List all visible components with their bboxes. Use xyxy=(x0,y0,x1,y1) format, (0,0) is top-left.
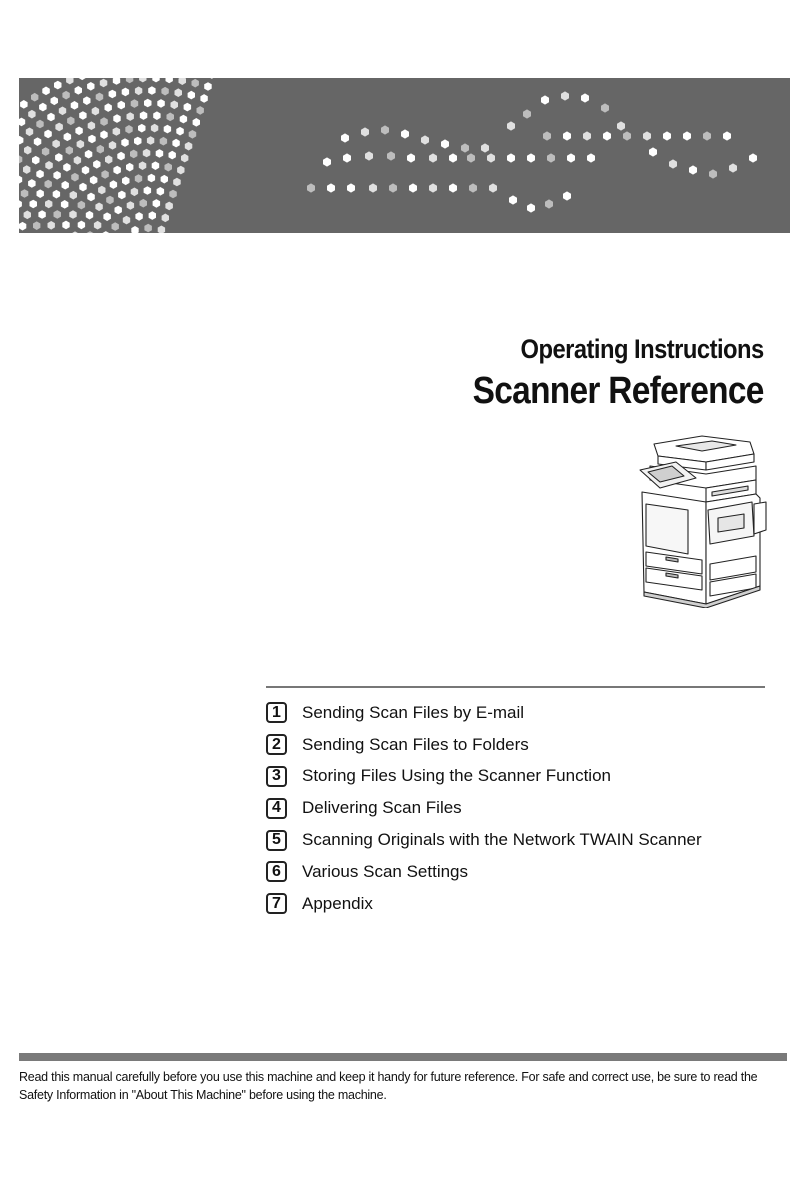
banner-dot xyxy=(26,128,33,137)
banner-dot xyxy=(151,124,158,133)
chapter-number-badge: 7 xyxy=(266,893,287,914)
banner-dot xyxy=(127,112,134,121)
banner-dot xyxy=(87,82,94,91)
banner-dot xyxy=(19,200,22,209)
banner-dot xyxy=(369,183,377,192)
banner-dot xyxy=(45,180,52,189)
chapter-number-badge: 2 xyxy=(266,734,287,755)
banner-dot xyxy=(603,131,611,140)
banner-dot xyxy=(156,149,164,158)
banner-dot xyxy=(164,125,171,134)
document-subtitle: Operating Instructions xyxy=(520,334,764,364)
banner-dot xyxy=(42,147,49,156)
banner-dot xyxy=(135,87,142,96)
banner-dot xyxy=(561,91,569,100)
banner-dot xyxy=(19,175,22,184)
banner-dot xyxy=(90,176,98,185)
banner-dot xyxy=(144,186,152,195)
banner-dot xyxy=(172,139,179,148)
document-title: Scanner Reference xyxy=(472,370,764,412)
banner-dot xyxy=(143,149,151,158)
banner-dot xyxy=(100,130,107,139)
banner-dot xyxy=(48,221,55,230)
banner-dot xyxy=(62,181,69,190)
banner-dot xyxy=(583,131,591,140)
banner-dot xyxy=(83,96,90,105)
banner-dot xyxy=(100,79,108,88)
banner-dot xyxy=(109,90,117,99)
banner-dot xyxy=(86,211,93,220)
banner-dot xyxy=(200,94,207,103)
banner-dot xyxy=(507,153,515,162)
banner-dot xyxy=(527,203,535,212)
banner-dot xyxy=(42,87,50,96)
banner-dot xyxy=(82,166,89,175)
banner-dot xyxy=(643,131,651,140)
banner-dot xyxy=(307,183,315,192)
banner-dot xyxy=(126,78,133,83)
banner-dot xyxy=(461,143,469,152)
banner-dot xyxy=(101,170,108,179)
banner-dot xyxy=(24,211,31,220)
banner-dot xyxy=(32,156,40,165)
banner-dot xyxy=(387,151,395,160)
banner-dot xyxy=(54,210,62,219)
banner-dot xyxy=(689,165,697,174)
banner-dot xyxy=(204,82,212,91)
banner-dot xyxy=(327,183,335,192)
banner-dot xyxy=(36,170,44,179)
banner-dot xyxy=(31,93,38,102)
banner-dot xyxy=(567,153,575,162)
banner-dot xyxy=(79,183,86,192)
banner-dot xyxy=(77,140,85,149)
banner-dot xyxy=(487,153,495,162)
banner-dot xyxy=(343,153,351,162)
banner-dot xyxy=(365,151,373,160)
toc-item-5[interactable] xyxy=(266,824,702,856)
banner-dot xyxy=(709,169,717,178)
banner-dot xyxy=(135,174,142,183)
banner-dot xyxy=(135,212,142,221)
banner-dot xyxy=(98,186,105,195)
chapter-number-badge: 6 xyxy=(266,861,287,882)
toc-item-1[interactable] xyxy=(266,697,702,729)
banner-dot xyxy=(153,111,160,120)
banner-dot xyxy=(106,196,114,205)
toc-divider xyxy=(266,686,765,688)
banner-dot xyxy=(507,121,515,130)
banner-dot xyxy=(193,118,200,127)
banner-dot xyxy=(481,143,489,152)
banner-dot xyxy=(703,131,711,140)
banner-dot xyxy=(118,191,126,200)
banner-dot xyxy=(74,156,81,165)
banner-dot xyxy=(171,101,179,110)
banner-dot xyxy=(165,163,173,172)
toc-item-7[interactable] xyxy=(266,888,702,920)
banner-dot xyxy=(723,131,731,140)
banner-dot xyxy=(97,145,104,154)
banner-dot xyxy=(113,127,121,136)
banner-dot xyxy=(177,166,184,175)
banner-dot xyxy=(176,127,184,136)
banner-dot xyxy=(140,199,148,208)
banner-dot xyxy=(34,137,42,146)
banner-dot xyxy=(117,152,125,161)
banner-dot xyxy=(139,161,147,170)
banner-dot xyxy=(113,78,120,85)
chapter-number-badge: 3 xyxy=(266,766,287,787)
banner-dot xyxy=(63,163,70,172)
banner-dot xyxy=(185,142,193,151)
banner-dot xyxy=(100,117,108,126)
banner-dot xyxy=(361,127,369,136)
banner-dot xyxy=(180,115,187,124)
banner-dot xyxy=(47,113,54,122)
banner-dot xyxy=(112,222,119,231)
banner-dot xyxy=(36,120,43,129)
banner-dot xyxy=(19,118,25,127)
banner-dot xyxy=(96,93,104,102)
banner-dot xyxy=(127,201,134,210)
banner-dot xyxy=(157,187,165,196)
footer-divider xyxy=(19,1053,787,1061)
banner-dot xyxy=(75,127,82,136)
banner-dot xyxy=(30,200,38,209)
banner-dot xyxy=(66,78,73,84)
banner-dot xyxy=(105,155,112,164)
banner-dot xyxy=(28,179,35,188)
banner-dot xyxy=(93,160,100,169)
banner-dot xyxy=(149,211,156,220)
banner-dot xyxy=(188,91,195,100)
chapter-number-badge: 4 xyxy=(266,798,287,819)
multifunction-printer-icon xyxy=(632,432,768,608)
banner-dot xyxy=(669,159,677,168)
banner-dot xyxy=(123,216,130,225)
banner-dot xyxy=(103,212,111,221)
banner-dot xyxy=(441,139,449,148)
banner-dot xyxy=(44,130,52,139)
banner-dot xyxy=(24,146,31,155)
banner-dot xyxy=(78,201,86,210)
banner-dot xyxy=(19,155,22,164)
banner-dot xyxy=(102,231,109,233)
banner-dot xyxy=(118,101,126,110)
banner-dot xyxy=(69,210,76,219)
banner-dot xyxy=(527,153,535,162)
toc-item-4[interactable] xyxy=(266,792,702,824)
banner-dot xyxy=(663,131,671,140)
banner-dot xyxy=(20,100,28,109)
banner-dot xyxy=(95,203,102,212)
banner-dot xyxy=(409,183,417,192)
banner-dot xyxy=(126,163,133,172)
banner-dot xyxy=(729,163,737,172)
banner-dot xyxy=(166,78,173,83)
toc-item-2[interactable] xyxy=(266,729,702,761)
banner-dot xyxy=(86,231,93,233)
banner-dot xyxy=(161,87,168,96)
banner-dot xyxy=(37,189,44,198)
banner-dot xyxy=(152,161,160,170)
banner-dot xyxy=(160,137,167,146)
banner-dot xyxy=(469,183,477,192)
banner-dot xyxy=(33,221,40,230)
banner-dot xyxy=(131,226,138,233)
chapter-title: Scanning Originals with the Network TWAIN Scanner xyxy=(302,830,702,850)
banner-dot xyxy=(139,78,146,82)
banner-dot xyxy=(140,111,148,120)
banner-dot xyxy=(23,165,30,174)
banner-dot xyxy=(109,141,116,150)
banner-dot xyxy=(144,224,152,233)
banner-dot xyxy=(21,189,29,198)
banner-dot xyxy=(61,200,69,209)
banner-dot xyxy=(683,131,691,140)
banner-dot xyxy=(587,153,595,162)
banner-dot xyxy=(75,86,82,95)
banner-dot xyxy=(429,153,437,162)
banner-dot xyxy=(467,153,475,162)
banner-dot xyxy=(184,103,192,112)
banner-dot xyxy=(563,131,571,140)
banner-dot xyxy=(122,88,129,97)
banner-dot xyxy=(94,221,101,230)
banner-dot xyxy=(158,226,165,234)
banner-dot xyxy=(70,191,77,200)
banner-dot xyxy=(134,137,142,146)
banner-dot xyxy=(55,123,63,132)
banner-dot xyxy=(85,150,93,159)
banner-dot xyxy=(88,135,96,144)
chapter-title: Appendix xyxy=(302,893,373,913)
toc-item-6[interactable] xyxy=(266,856,702,888)
banner-dot xyxy=(175,88,183,97)
banner-dot xyxy=(78,221,85,230)
title-block xyxy=(433,330,764,414)
banner-dot xyxy=(125,125,132,134)
banner-dot xyxy=(62,221,69,230)
banner-dot xyxy=(381,125,389,134)
banner-dot xyxy=(169,151,176,160)
banner-dot xyxy=(138,124,146,133)
toc-item-3[interactable] xyxy=(266,761,702,793)
banner-dot xyxy=(208,78,216,79)
banner-dot xyxy=(547,153,555,162)
banner-dot xyxy=(192,79,199,88)
chapter-title: Sending Scan Files by E-mail xyxy=(302,702,525,722)
banner-dot xyxy=(55,153,62,162)
cover-banner xyxy=(19,78,790,233)
banner-dot xyxy=(92,107,99,116)
banner-dot xyxy=(421,135,429,144)
banner-dot xyxy=(152,78,159,82)
banner-dot xyxy=(62,91,69,100)
banner-dot xyxy=(543,131,551,140)
banner-dot xyxy=(66,146,73,155)
banner-dot xyxy=(28,110,35,119)
banner-dot xyxy=(429,183,437,192)
banner-dot xyxy=(87,193,95,202)
banner-dot xyxy=(341,133,349,142)
banner-dot xyxy=(105,103,112,112)
banner-dot xyxy=(161,175,168,184)
banner-dot xyxy=(347,183,355,192)
banner-dot xyxy=(649,147,657,156)
banner-dot xyxy=(54,81,62,90)
chapter-title: Sending Scan Files to Folders xyxy=(302,734,529,754)
banner-dot xyxy=(53,190,60,199)
banner-dot xyxy=(617,121,625,130)
chapter-title: Storing Files Using the Scanner Function xyxy=(302,766,611,786)
table-of-contents xyxy=(266,697,702,920)
banner-dot xyxy=(45,200,52,209)
banner-dot xyxy=(179,78,187,85)
banner-dot xyxy=(449,153,457,162)
banner-dot xyxy=(110,180,117,189)
banner-dot xyxy=(167,113,175,122)
banner-dot xyxy=(509,195,517,204)
banner-dot xyxy=(121,138,128,147)
banner-dot xyxy=(407,153,415,162)
banner-dot xyxy=(148,174,155,183)
banner-dot xyxy=(19,222,26,231)
banner-dot xyxy=(122,177,130,186)
banner-dot xyxy=(144,99,152,108)
banner-dot xyxy=(71,231,79,233)
banner-dot xyxy=(523,109,531,118)
banner-dot xyxy=(113,166,121,175)
banner-dot xyxy=(52,140,60,149)
banner-dot xyxy=(51,97,59,106)
banner-dot xyxy=(79,111,86,120)
chapter-title: Various Scan Settings xyxy=(302,861,468,881)
chapter-title: Delivering Scan Files xyxy=(302,798,462,818)
banner-dot xyxy=(88,121,95,130)
banner-dot xyxy=(131,188,138,197)
banner-dot xyxy=(79,78,86,80)
banner-dot xyxy=(197,106,204,115)
banner-dot xyxy=(489,183,497,192)
banner-dot xyxy=(53,171,60,180)
chapter-number-badge: 5 xyxy=(266,830,287,851)
chapter-number-badge: 1 xyxy=(266,702,287,723)
banner-dot xyxy=(165,202,173,211)
banner-dot xyxy=(545,199,553,208)
banner-dot xyxy=(71,101,79,110)
banner-dot xyxy=(581,93,589,102)
banner-dot xyxy=(181,154,188,163)
banner-dot xyxy=(449,183,457,192)
banner-dot xyxy=(147,136,154,145)
banner-dot xyxy=(749,153,757,162)
banner-dot xyxy=(45,161,53,170)
banner-dot xyxy=(39,103,47,112)
banner-dot xyxy=(563,191,571,200)
banner-dot xyxy=(189,130,197,139)
banner-dot xyxy=(64,133,72,142)
banner-dot xyxy=(115,206,122,215)
banner-dot xyxy=(131,99,139,108)
banner-dot xyxy=(19,136,23,145)
banner-dot xyxy=(148,86,155,95)
banner-dot xyxy=(162,214,169,223)
banner-dot xyxy=(623,131,631,140)
banner-dot xyxy=(157,99,165,108)
banner-dot xyxy=(323,157,331,166)
safety-notice: Read this manual carefully before you use this machine and keep it handy for future reference. For safe and correct use, be sure to read the Safety Information in "About This Machine" before using the machine. xyxy=(19,1070,758,1102)
banner-dot xyxy=(173,178,181,187)
banner-dot xyxy=(38,210,45,219)
banner-dot xyxy=(130,150,137,159)
banner-dot xyxy=(71,173,79,182)
banner-dot xyxy=(401,129,409,138)
banner-dot xyxy=(153,199,161,208)
banner-dot xyxy=(169,190,177,199)
banner-dot xyxy=(601,103,609,112)
banner-dot xyxy=(59,107,66,116)
banner-dot xyxy=(389,183,397,192)
dot-pattern-graphic xyxy=(19,78,790,233)
banner-dot xyxy=(541,95,549,104)
banner-dot xyxy=(113,114,120,123)
banner-dot xyxy=(67,117,74,126)
